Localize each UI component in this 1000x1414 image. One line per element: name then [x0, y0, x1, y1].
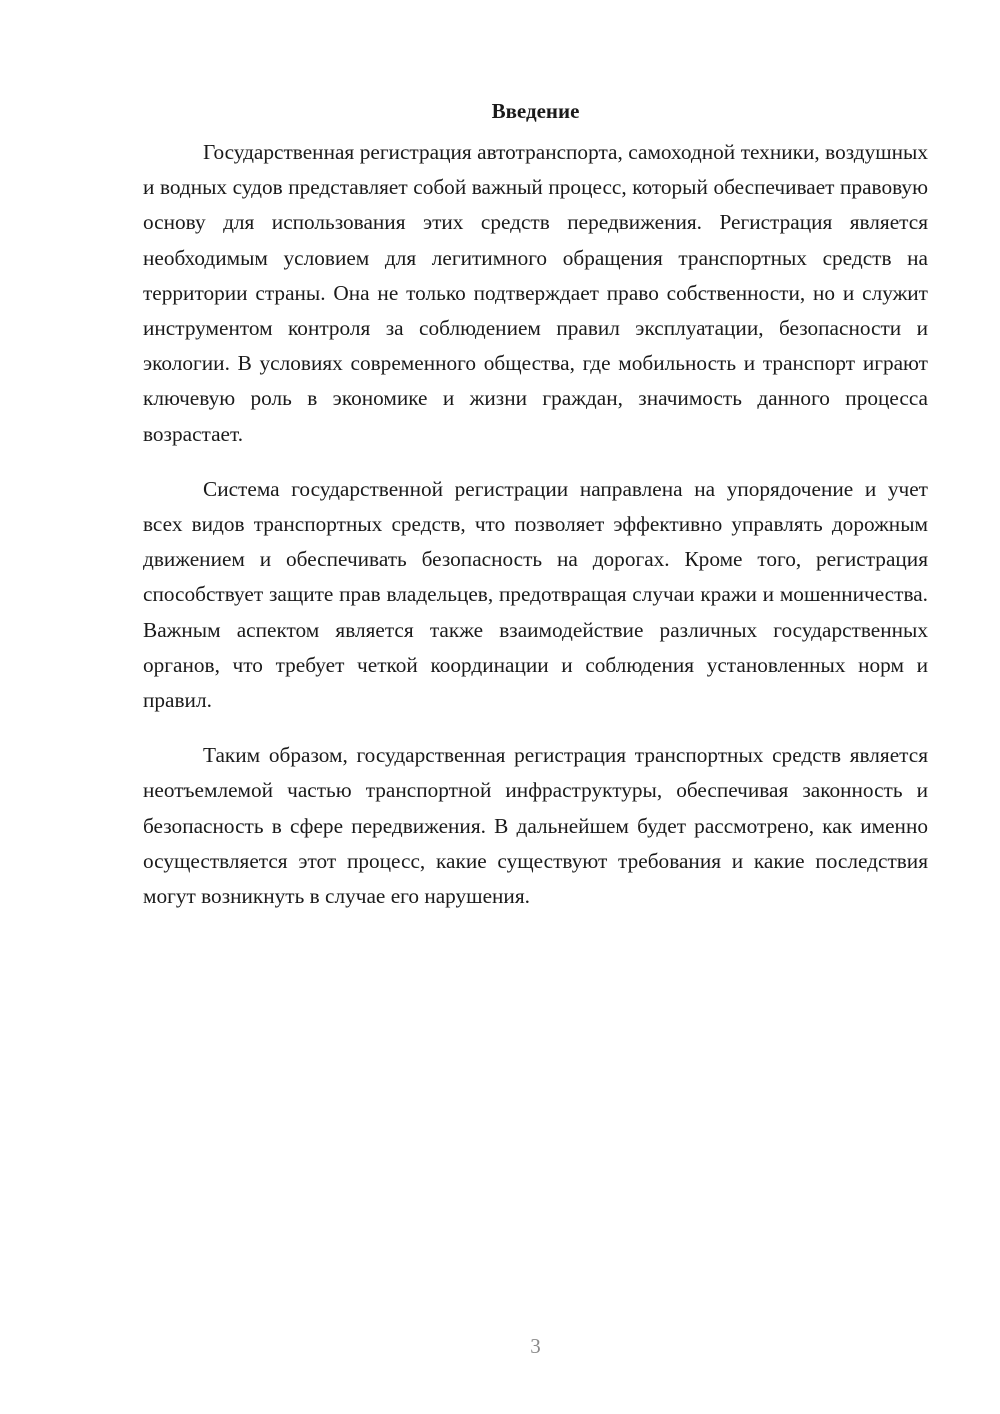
paragraph-3: Таким образом, государственная регистрация транспортных средств является неотъемлемой частью транспортной инфраструктуры, обеспечивая законность и безопасность в сфере передвижения. В дальнейшем будет рассмотрено, как именно осуществляется этот процесс, какие существуют требования и какие последствия могут возникнуть в случае его нарушения. — [143, 743, 928, 909]
paragraph-2: Система государственной регистрации направлена на упорядочение и учет всех видов транспортных средств, что позволяет эффективно управлять дорожным движением и обеспечивать безопасность на дорогах. Кроме того, регистрация способствует защите прав владельцев, предотвращая случаи кражи и мошенничества. Важным аспектом является также взаимодействие различных государственных органов, что требует четкой координации и соблюдения установленных норм и правил. — [143, 476, 928, 713]
section-heading: Введение — [491, 99, 580, 123]
paragraph-1: Государственная регистрация автотранспорта, самоходной техники, воздушных и водных судов представляет собой важный процесс, который обеспечивает правовую основу для использования этих средств передвижения. Регистрация является необходимым условием для легитимного обращения транспортных средств на территории страны. Она не только подтверждает право собственности, но и служит инструментом контроля за соблюдением правил эксплуатации, безопасности и экологии. В условиях современного общества, где мобильность и транспорт играют ключевую роль в экономике и жизни граждан, значимость данного процесса возрастает. — [143, 140, 928, 446]
page-content — [143, 96, 928, 934]
page-number: 3 — [530, 1334, 541, 1358]
